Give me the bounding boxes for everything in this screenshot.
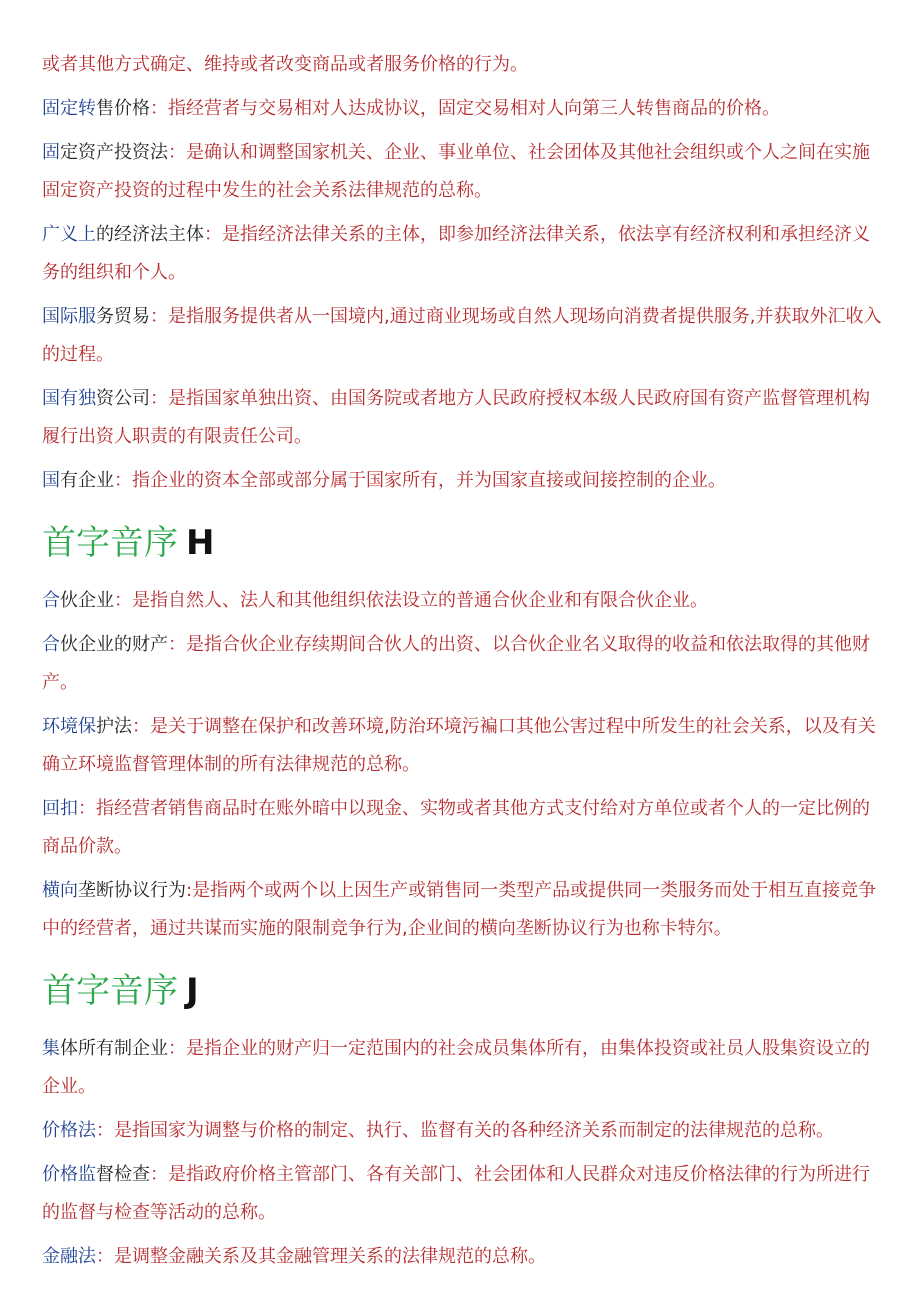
glossary-entry (42, 1238, 882, 1276)
term-rest: 伙企业的财产 (60, 634, 168, 655)
term-separator: ： (204, 224, 222, 245)
term-rest: 有企业 (60, 470, 114, 491)
term-definition: 是指两个或两个以上因生产或销售同一类型产品或提供同一类服务而处于相互直接竞争中的经营者，通过共谋而实施的限制竞争行为,企业间的横向垄断协议行为也称卡特尔。 (42, 880, 877, 939)
term-separator: ： (150, 306, 168, 327)
term-highlight: 国有独 (42, 388, 96, 409)
glossary-entry (42, 872, 882, 948)
term-highlight: 合 (42, 590, 60, 611)
term-separator: ： (168, 1038, 186, 1059)
term-separator: ： (78, 798, 96, 819)
term-definition: 指经营者与交易相对人达成协议，固定交易相对人向第三人转售商品的价格。 (168, 98, 780, 119)
term-highlight: 集 (42, 1038, 60, 1059)
term-highlight: 国 (42, 470, 60, 491)
term-definition: 是指企业的财产归一定范围内的社会成员集体所有，由集体投资或社员人股集资设立的企业。 (42, 1038, 870, 1097)
term-separator: : (186, 880, 193, 901)
section-heading-label: 首字音序 (42, 523, 178, 563)
term-rest: 垄断协议行为 (78, 880, 186, 901)
term-definition: 是指合伙企业存续期间合伙人的出资、以合伙企业名义取得的收益和依法取得的其他财产。 (42, 634, 870, 693)
glossary-entry (42, 1112, 882, 1150)
section-heading-h (42, 520, 882, 566)
term-highlight: 固定转 (42, 98, 96, 119)
glossary-entry (42, 380, 882, 456)
term-separator: ： (168, 634, 186, 655)
term-highlight: 合 (42, 634, 60, 655)
term-rest: 资公司 (96, 388, 150, 409)
term-rest: 伙企业 (60, 590, 114, 611)
term-separator: ： (114, 590, 132, 611)
term-highlight: 回扣 (42, 798, 78, 819)
section-heading-letter: J (186, 971, 199, 1011)
term-definition: 是指国家为调整与价格的制定、执行、监督有关的各种经济关系而制定的法律规范的总称。 (114, 1120, 834, 1141)
glossary-entry (42, 298, 882, 374)
term-definition: 是指经济法律关系的主体，即参加经济法律关系，依法享有经济权利和承担经济义务的组织和个人。 (42, 224, 870, 283)
glossary-entry (42, 1156, 882, 1232)
term-definition: 是指服务提供者从一国境内,通过商业现场或自然人现场向消费者提供服务,并获取外汇收入的过程。 (42, 306, 882, 365)
section-heading-j (42, 968, 882, 1014)
term-definition: 或者其他方式确定、维持或者改变商品或者服务价格的行为。 (42, 54, 528, 75)
term-separator: ： (132, 716, 150, 737)
term-definition: 是指自然人、法人和其他组织依法设立的普通合伙企业和有限合伙企业。 (132, 590, 708, 611)
glossary-entry (42, 46, 882, 84)
term-rest: 售价格 (96, 98, 150, 119)
section-heading-letter: H (186, 523, 215, 563)
term-definition: 是指国家单独出资、由国务院或者地方人民政府授权本级人民政府国有资产监督管理机构履行出资人职责的有限责任公司。 (42, 388, 870, 447)
glossary-entry (42, 462, 882, 500)
term-rest: 督检查 (96, 1164, 150, 1185)
term-definition: 指企业的资本全部或部分属于国家所有，并为国家直接或间接控制的企业。 (132, 470, 726, 491)
glossary-entry (42, 134, 882, 210)
term-highlight: 固 (42, 142, 60, 163)
term-separator: ： (96, 1246, 114, 1267)
term-definition: 是指政府价格主管部门、各有关部门、社会团体和人民群众对违反价格法律的行为所进行的监督与检查等活动的总称。 (42, 1164, 870, 1223)
term-definition: 是调整金融关系及其金融管理关系的法律规范的总称。 (114, 1246, 546, 1267)
glossary-page (42, 46, 882, 1276)
term-separator: ： (150, 388, 168, 409)
glossary-entry (42, 216, 882, 292)
term-separator: ： (150, 1164, 168, 1185)
term-highlight: 国际服 (42, 306, 96, 327)
glossary-entry (42, 1030, 882, 1106)
glossary-entry (42, 708, 882, 784)
glossary-entry (42, 90, 882, 128)
term-rest: 的经济法主体 (96, 224, 204, 245)
term-highlight: 价格监 (42, 1164, 96, 1185)
term-separator: ： (114, 470, 132, 491)
term-highlight: 环境保 (42, 716, 96, 737)
term-definition: 指经营者销售商品时在账外暗中以现金、实物或者其他方式支付给对方单位或者个人的一定比例的商品价款。 (42, 798, 870, 857)
term-rest: 务贸易 (96, 306, 150, 327)
term-highlight: 广义上 (42, 224, 96, 245)
term-separator: ： (150, 98, 168, 119)
term-rest: 体所有制企业 (60, 1038, 168, 1059)
term-separator: ： (96, 1120, 114, 1141)
glossary-group-j (42, 1030, 882, 1276)
term-highlight: 金融法 (42, 1246, 96, 1267)
term-definition: 是关于调整在保护和改善环境,防治环境污褊口其他公害过程中所发生的社会关系，以及有关确立环境监督管理体制的所有法律规范的总称。 (42, 716, 876, 775)
term-highlight: 价格法 (42, 1120, 96, 1141)
glossary-group-g (42, 46, 882, 500)
glossary-entry (42, 582, 882, 620)
glossary-entry (42, 626, 882, 702)
term-separator: ： (168, 142, 186, 163)
term-rest: 定资产投资法 (60, 142, 168, 163)
section-heading-label: 首字音序 (42, 971, 178, 1011)
term-definition: 是确认和调整国家机关、企业、事业单位、社会团体及其他社会组织或个人之间在实施固定资产投资的过程中发生的社会关系法律规范的总称。 (42, 142, 870, 201)
term-highlight: 横向 (42, 880, 78, 901)
term-rest: 护法 (96, 716, 132, 737)
glossary-entry (42, 790, 882, 866)
glossary-group-h (42, 582, 882, 948)
